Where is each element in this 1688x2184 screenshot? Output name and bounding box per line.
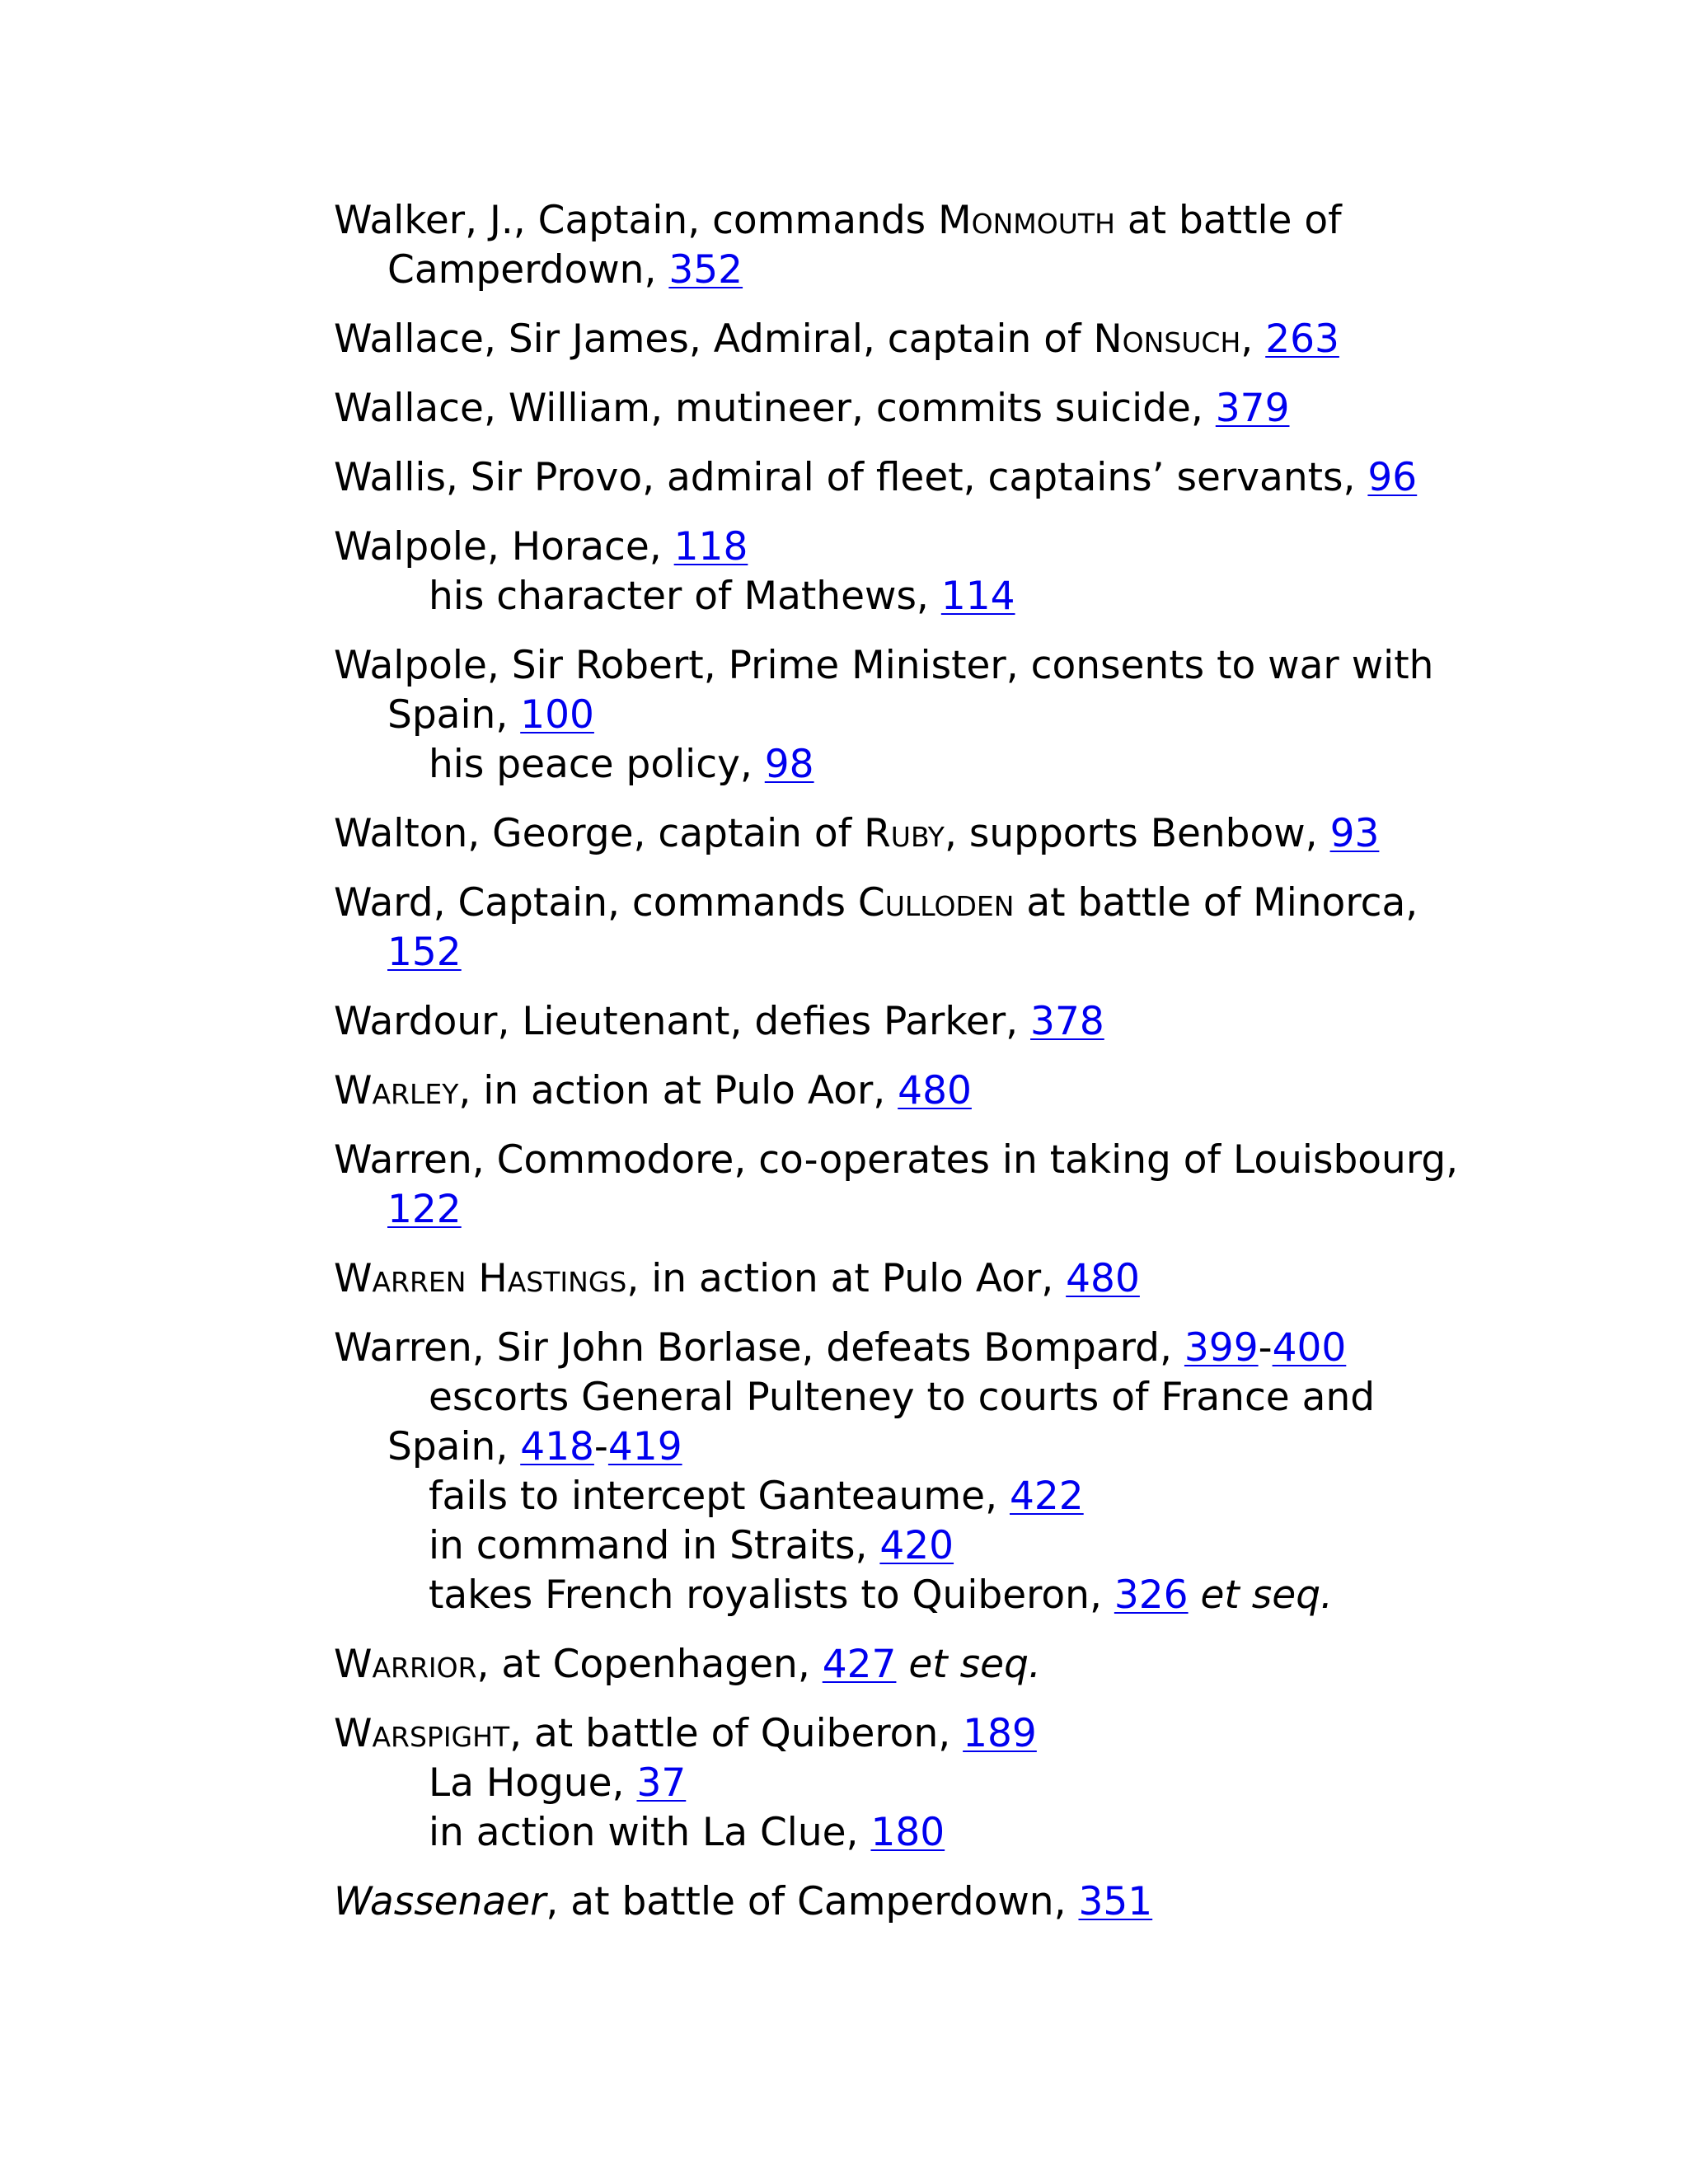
- entry-continuation-line: [334, 1422, 1422, 1472]
- entry-wallace-william: [334, 384, 1422, 434]
- entry-text: Walpole, Sir Robert, Prime Minister, consents to war with: [334, 643, 1434, 688]
- entry-subentry-line: [334, 740, 1422, 790]
- ship-name: Monmouth: [938, 198, 1115, 243]
- entry-text: -: [593, 1424, 608, 1469]
- page-link[interactable]: 420: [879, 1523, 954, 1568]
- entry-text: Wardour, Lieutenant, defies Parker,: [334, 999, 1031, 1044]
- entry-wardour: [334, 997, 1422, 1047]
- page-link[interactable]: 400: [1272, 1325, 1347, 1371]
- entry-text: , at battle of Camperdown,: [546, 1879, 1079, 1924]
- entry-text: at battle of: [1114, 198, 1342, 243]
- entry-text: Spain,: [387, 692, 521, 738]
- page-link[interactable]: 427: [822, 1642, 897, 1687]
- entry-warspight: [334, 1709, 1422, 1858]
- entry-text: Spain,: [387, 1424, 521, 1469]
- page-link[interactable]: 114: [940, 574, 1015, 619]
- italic-text: et seq.: [908, 1642, 1041, 1687]
- entry-text: La Hogue,: [429, 1760, 637, 1806]
- entry-heading-line: [334, 1324, 1422, 1373]
- ship-name: Warren Hastings: [334, 1256, 627, 1301]
- entry-heading-line: [334, 196, 1422, 246]
- entry-text: Walton, George, captain of: [334, 811, 865, 856]
- entry-text: takes French royalists to Quiberon,: [429, 1572, 1114, 1618]
- entry-heading-line: [334, 315, 1422, 364]
- entry-heading-line: [334, 641, 1434, 691]
- entry-warrior: [334, 1640, 1422, 1690]
- entry-heading-line: [334, 523, 1422, 572]
- entry-walton: [334, 809, 1422, 859]
- entry-subentry-line: [334, 1571, 1422, 1620]
- entry-subentry-line: [334, 572, 1422, 621]
- ship-name: Warspight: [334, 1711, 510, 1756]
- entry-heading-line: [334, 453, 1422, 503]
- entry-continuation-line: [334, 928, 1422, 977]
- page-link[interactable]: 93: [1329, 811, 1380, 856]
- entry-text: in command in Straits,: [429, 1523, 880, 1568]
- entry-text: Warren, Commodore, co-operates in taking of Louisbourg,: [334, 1137, 1459, 1183]
- entry-wallace-james: [334, 315, 1422, 364]
- entry-text: , at Copenhagen,: [476, 1642, 823, 1687]
- entry-heading-line: [334, 879, 1422, 928]
- entry-subentry-line: [334, 1808, 1422, 1858]
- page-link[interactable]: 352: [668, 247, 743, 293]
- ship-name: Culloden: [857, 880, 1015, 926]
- entry-text: his character of Mathews,: [429, 574, 941, 619]
- entry-text: his peace policy,: [429, 742, 765, 787]
- entry-text: [1189, 1572, 1201, 1618]
- entry-text: Walpole, Horace,: [334, 524, 674, 569]
- page-link[interactable]: 96: [1367, 455, 1418, 500]
- page-link[interactable]: 422: [1009, 1474, 1084, 1519]
- page-link[interactable]: 118: [673, 524, 748, 569]
- page-link[interactable]: 480: [898, 1068, 972, 1113]
- ship-name: Warrior: [334, 1642, 477, 1687]
- page-link[interactable]: 419: [607, 1424, 682, 1469]
- page-link[interactable]: 351: [1078, 1879, 1153, 1924]
- page-link[interactable]: 326: [1114, 1572, 1189, 1618]
- entry-text: , at battle of Quiberon,: [509, 1711, 964, 1756]
- entry-heading-line: [334, 1709, 1422, 1759]
- page-link[interactable]: 189: [963, 1711, 1037, 1756]
- entry-subentry-line: [334, 1759, 1422, 1808]
- page-link[interactable]: 152: [387, 930, 462, 975]
- entry-text: Wallace, William, mutineer, commits suicide,: [334, 386, 1216, 431]
- entry-heading-line: [334, 1066, 1422, 1116]
- entry-wassenaer: [334, 1877, 1422, 1927]
- entry-text: at battle of Minorca,: [1014, 880, 1418, 926]
- entry-warren-commodore: [334, 1136, 1459, 1235]
- page-link[interactable]: 98: [764, 742, 814, 787]
- entry-walpole-robert: [334, 641, 1434, 790]
- italic-text: et seq.: [1200, 1572, 1333, 1618]
- entry-warley: [334, 1066, 1422, 1116]
- entry-warren-john: [334, 1324, 1422, 1620]
- page-link[interactable]: 263: [1265, 316, 1339, 362]
- entry-text: Ward, Captain, commands: [334, 880, 858, 926]
- ship-name: Warley: [334, 1068, 459, 1113]
- entry-heading-line: [334, 1136, 1459, 1185]
- entry-text: , in action at Pulo Aor,: [458, 1068, 898, 1113]
- index-page: [334, 196, 1459, 1947]
- entry-subentry-line: [334, 1373, 1422, 1422]
- entry-text: Wallace, Sir James, Admiral, captain of: [334, 316, 1094, 362]
- entry-text: , supports Benbow,: [944, 811, 1330, 856]
- italic-text: Wassenaer: [334, 1879, 546, 1924]
- entry-walpole-horace: [334, 523, 1422, 621]
- entry-heading-line: [334, 997, 1422, 1047]
- entry-text: Warren, Sir John Borlase, defeats Bompard,: [334, 1325, 1184, 1371]
- entry-heading-line: [334, 1877, 1422, 1927]
- entry-subentry-line: [334, 1472, 1422, 1521]
- entry-heading-line: [334, 1640, 1422, 1690]
- entry-text: [896, 1642, 908, 1687]
- page-link[interactable]: 480: [1066, 1256, 1140, 1301]
- page-link[interactable]: 399: [1184, 1325, 1259, 1371]
- entry-continuation-line: [334, 691, 1422, 740]
- page-link[interactable]: 379: [1215, 386, 1290, 431]
- page-link[interactable]: 37: [636, 1760, 687, 1806]
- entry-text: Wallis, Sir Provo, admiral of fleet, captains’ servants,: [334, 455, 1368, 500]
- entry-walker: [334, 196, 1422, 295]
- entry-continuation-line: [334, 1185, 1422, 1235]
- entry-text: Camperdown,: [387, 247, 669, 293]
- entry-text: , in action at Pulo Aor,: [626, 1256, 1067, 1301]
- entry-warren-hastings: [334, 1254, 1422, 1304]
- entry-text: in action with La Clue,: [429, 1810, 871, 1855]
- entry-heading-line: [334, 384, 1422, 434]
- entry-subentry-line: [334, 1521, 1422, 1571]
- page-link[interactable]: 122: [387, 1187, 462, 1232]
- entry-ward: [334, 879, 1422, 977]
- page-link[interactable]: 100: [520, 692, 594, 738]
- entry-heading-line: [334, 809, 1422, 859]
- entry-text: escorts General Pulteney to courts of France and: [429, 1375, 1376, 1420]
- ship-name: Nonsuch: [1093, 316, 1241, 362]
- page-link[interactable]: 418: [520, 1424, 594, 1469]
- entry-heading-line: [334, 1254, 1422, 1304]
- entry-text: fails to intercept Ganteaume,: [429, 1474, 1010, 1519]
- entry-text: -: [1258, 1325, 1273, 1371]
- entry-text: Walker, J., Captain, commands: [334, 198, 939, 243]
- entry-wallis: [334, 453, 1422, 503]
- entry-text: ,: [1240, 316, 1266, 362]
- ship-name: Ruby: [864, 811, 945, 856]
- page-link[interactable]: 378: [1030, 999, 1104, 1044]
- entry-continuation-line: [334, 246, 1422, 295]
- page-link[interactable]: 180: [870, 1810, 945, 1855]
